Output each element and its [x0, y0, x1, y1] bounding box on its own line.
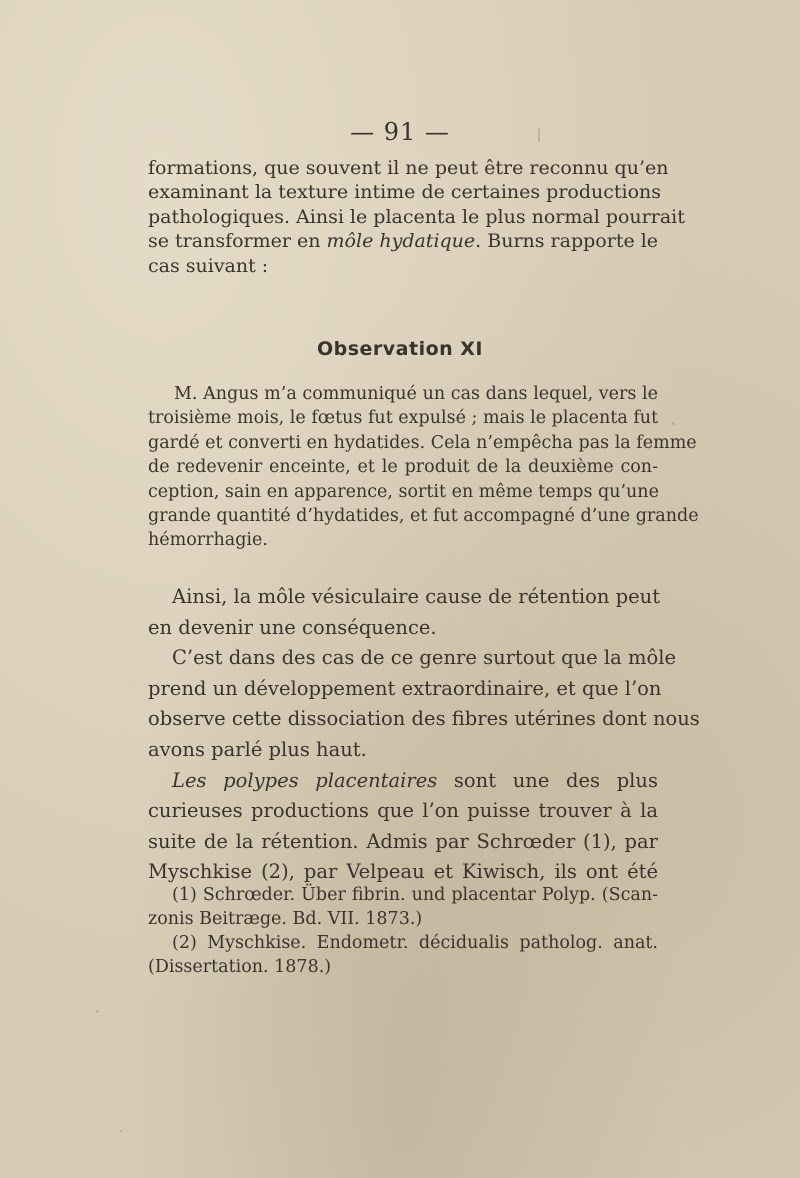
- observation-heading: Observation XI: [316, 338, 484, 360]
- text-line: Les polypes placentaires sont une des plus: [172, 768, 658, 792]
- text-line: grande quantité d’hydatides, et fut accompagné d’une grande: [148, 506, 699, 527]
- text-line: prend un développement extraordinaire, et que l’on: [148, 676, 662, 700]
- text-line: Myschkise (2), par Velpeau et Kiwisch, ils ont été: [148, 860, 658, 884]
- text-line: de redevenir enceinte, et le produit de la deuxième con-: [148, 457, 658, 478]
- text-line: M. Angus m’a communiqué un cas dans lequel, vers le: [174, 384, 658, 404]
- text-line: se transformer en môle hydatique. Burns rapporte le: [148, 230, 659, 253]
- text-line: troisième mois, le fœtus fut expulsé ; mais le placenta fut: [148, 408, 659, 429]
- footnotes: [148, 883, 658, 979]
- paper-speck: [120, 1130, 122, 1132]
- italic-text: môle hydatique: [326, 230, 476, 253]
- footnote-line: (1) Schrœder. Über fibrin. und placentar Polyp. (Scan-: [172, 885, 658, 905]
- paper-speck: [538, 128, 540, 142]
- text-line: curieuses productions que l’on puisse trouver à la: [148, 799, 658, 823]
- body-paragraphs: [148, 582, 700, 888]
- footnote-line: (Dissertation. 1878.): [148, 957, 332, 977]
- text-line: cas suivant :: [148, 254, 269, 277]
- paper-speck: [672, 422, 675, 425]
- text-line: observe cette dissociation des fibres utérines dont nous: [148, 707, 700, 731]
- observation-paragraph: [148, 382, 699, 553]
- text-line: en devenir une conséquence.: [148, 615, 437, 639]
- page-number: — 91 —: [350, 118, 450, 146]
- text-line: pathologiques. Ainsi le placenta le plus normal pourrait: [148, 205, 685, 228]
- text-line: suite de la rétention. Admis par Schrœder (1), par: [148, 829, 658, 853]
- intro-paragraph: [148, 156, 685, 278]
- text-line: avons parlé plus haut.: [148, 737, 367, 761]
- text-line: ception, sain en apparence, sortit en même temps qu’une: [148, 481, 659, 502]
- italic-text: Les polypes placentaires: [172, 768, 438, 792]
- text-line: Ainsi, la môle vésiculaire cause de rétention peut: [172, 585, 661, 608]
- text-line: C’est dans des cas de ce genre surtout que la môle: [172, 646, 676, 670]
- text-line: gardé et converti en hydatides. Cela n’empêcha pas la femme: [148, 432, 697, 453]
- paper-speck: [96, 1010, 99, 1013]
- footnote-line: (2) Myschkise. Endometr. décidualis patholog. anat.: [172, 933, 658, 953]
- text-line: examinant la texture intime de certaines productions: [148, 181, 662, 204]
- text-line: hémorrhagie.: [148, 530, 268, 551]
- footnote-line: zonis Beitræge. Bd. VII. 1873.): [148, 909, 423, 929]
- text-line: formations, que souvent il ne peut être reconnu qu’en: [148, 157, 669, 179]
